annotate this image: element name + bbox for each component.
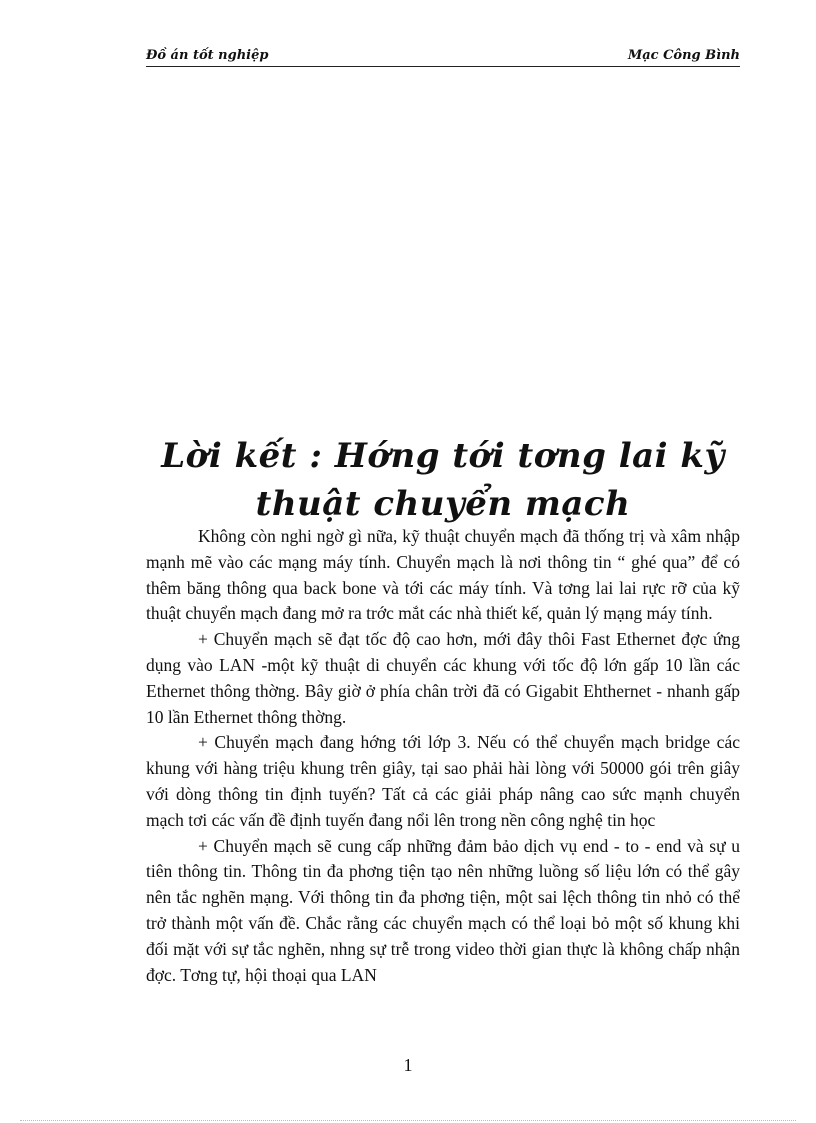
- page-number: 1: [403, 1055, 413, 1075]
- title-line-1: Lời kết : Hớng tới tơng lai kỹ: [161, 436, 725, 476]
- body-text: [146, 524, 740, 988]
- paragraph-qos: + Chuyển mạch sẽ cung cấp những đảm bảo dịch vụ end - to - end và sự u tiên thông tin. Thông tin đa phơng tiện tạo nên những luồng số liệu lớn có thể gây nên tắc nghẽn mạng. Với thông tin đa phơng tiện, một sai lệch thông tin nhỏ có thể trở thành một vấn đề. Chắc rằng các chuyển mạch có thể loại bỏ một số khung khi đối mặt với sự tắc nghẽn, nhng sự trễ trong video thời gian thực là không chấp nhận đợc. Tơng tự, hội thoại qua LAN: [146, 835, 740, 985]
- title-line-2: thuật chuyển mạch: [255, 484, 631, 524]
- section-title: [146, 432, 740, 528]
- paragraph-layer3: + Chuyển mạch đang hớng tới lớp 3. Nếu có thể chuyển mạch bridge các khung với hàng triệu khung trên giây, tại sao phải hài lòng với 50000 gói trên giây với dòng thông tin định tuyến? Tất cả các giải pháp nâng cao sức mạnh chuyển mạch tơi các vấn đề định tuyến đang nổi lên trong nền công nghệ tin học: [146, 732, 740, 830]
- header-author: Mạc Công Bình: [627, 48, 740, 63]
- paragraph-intro: Không còn nghi ngờ gì nữa, kỹ thuật chuyển mạch đã thống trị và xâm nhập mạnh mẽ vào các mạng máy tính. Chuyển mạch là nơi thông tin “ ghé qua” để có thêm băng thông qua back bone và tới các máy tính. Và tơng lai lai rực rỡ của kỹ thuật chuyển mạch đang mở ra trớc mắt các nhà thiết kế, quản lý mạng máy tính.: [146, 526, 740, 624]
- page-header: [146, 46, 740, 67]
- page-bottom-divider: [20, 1120, 796, 1121]
- paragraph-speed: + Chuyển mạch sẽ đạt tốc độ cao hơn, mới đây thôi Fast Ethernet đợc ứng dụng vào LAN -một kỹ thuật di chuyển các khung với tốc độ lớn gấp 10 lần các Ethernet thông thờng. Bây giờ ở phía chân trời đã có Gigabit Ehthernet - nhanh gấp 10 lần Ethernet thông thờng.: [146, 629, 740, 727]
- header-document-type: Đồ án tốt nghiệp: [146, 48, 269, 63]
